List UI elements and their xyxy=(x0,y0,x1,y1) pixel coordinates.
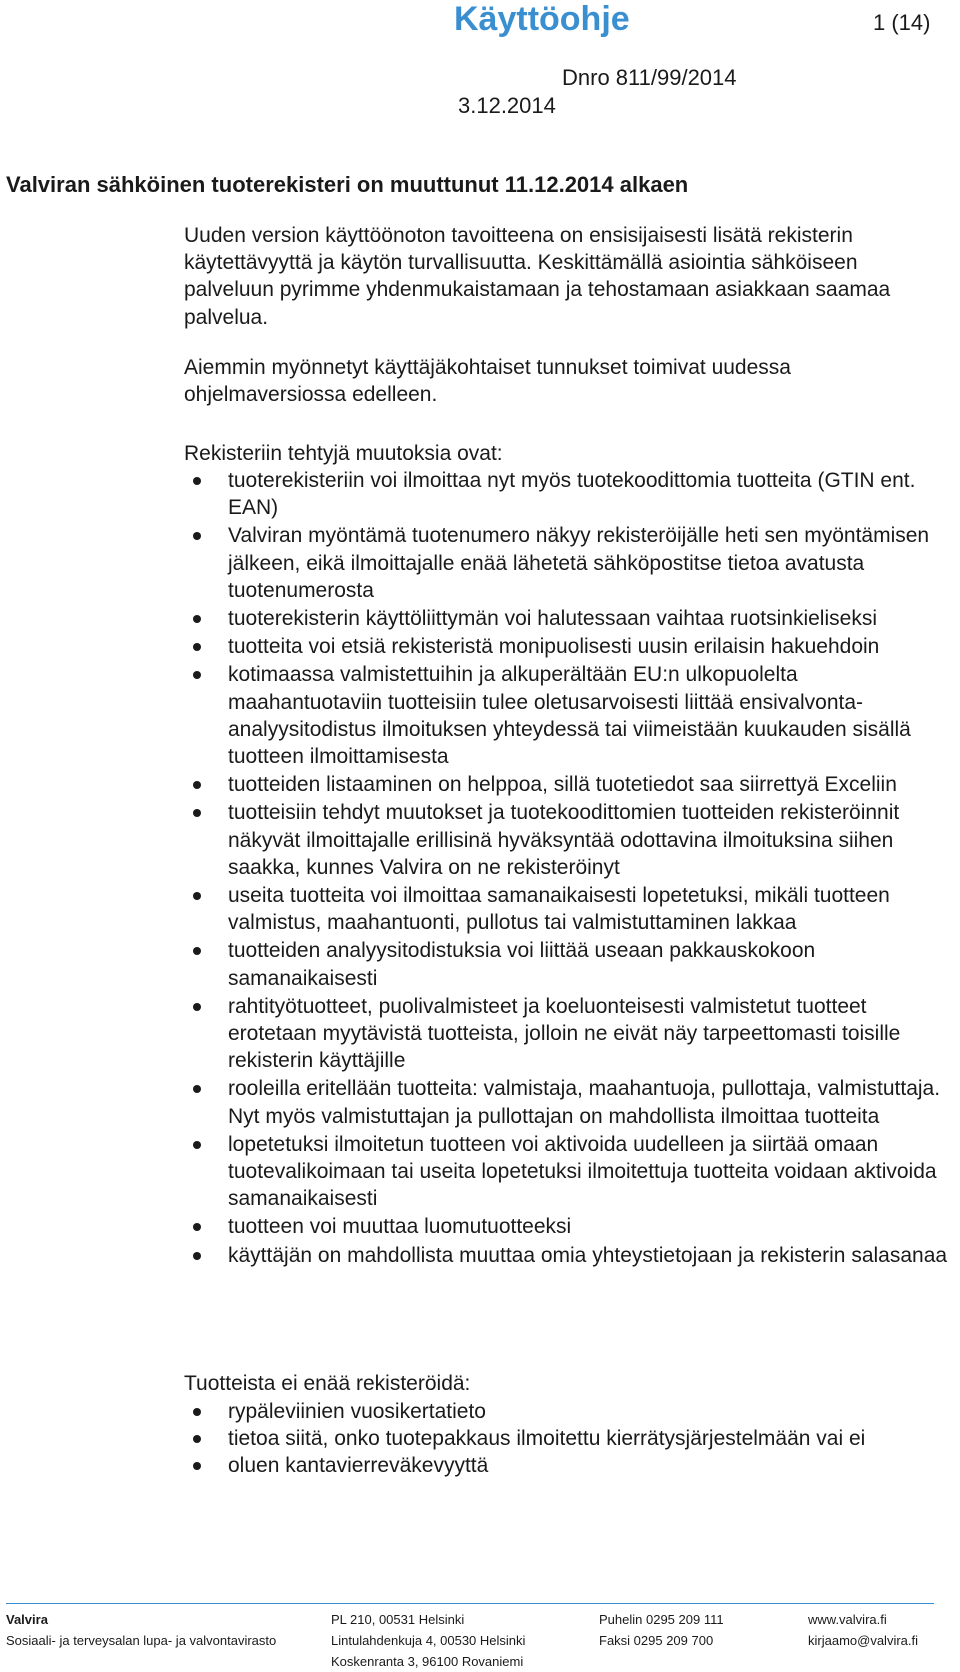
changes-list xyxy=(228,467,950,1270)
list-item: rooleilla eritellään tuotteita: valmistaja, maahantuoja, pullottaja, valmistuttaja. Nyt myös valmistuttajan ja pullottajan on mahdollista ilmoittaa tuotteita xyxy=(228,1075,950,1129)
not-registered-list xyxy=(228,1398,950,1480)
list-item: tuotteen voi muuttaa luomutuotteeksi xyxy=(228,1213,950,1240)
footer-address-2: Lintulahdenkuja 4, 00530 Helsinki xyxy=(331,1633,526,1648)
footer-website-link[interactable]: www.valvira.fi xyxy=(808,1612,887,1627)
list-item: tuotteiden listaaminen on helppoa, sillä tuotetiedot saa siirrettyä Exceliin xyxy=(228,771,950,798)
list-item: kotimaassa valmistettuihin ja alkuperältään EU:n ulkopuolelta maahantuotaviin tuotteisiin tulee oletusarvoisesti liittää ensivalvonta-analyysitodistus ilmoituksen yhteydessä tai viimeistään kuukauden sisällä tuotteen ilmoittamisesta xyxy=(228,661,950,770)
list-item: tietoa siitä, onko tuotepakkaus ilmoitettu kierrätysjärjestelmään vai ei xyxy=(228,1425,950,1452)
intro-paragraph: Uuden version käyttöönoton tavoitteena on ensisijaisesti lisätä rekisterin käytettävyyttä ja käytön turvallisuutta. Keskittämällä asiointia sähköiseen palveluun pyrimme yhdenmukaistamaan ja tehostamaan asiakkaan saamaa palvelua. xyxy=(184,224,891,329)
footer-address-3: Koskenranta 3, 96100 Rovaniemi xyxy=(331,1654,524,1669)
list-item: tuotteisiin tehdyt muutokset ja tuotekoodittomien tuotteiden rekisteröinnit näkyvät ilmoittajalle erillisinä hyväksyntää odottavina ilmoituksina siihen saakka, kunnes Valvira on ne rekisteröinyt xyxy=(228,799,950,881)
list-item: tuoterekisteriin voi ilmoittaa nyt myös tuotekoodittomia tuotteita (GTIN ent. EAN) xyxy=(228,467,950,521)
footer-email-link[interactable]: kirjaamo@valvira.fi xyxy=(808,1633,918,1648)
list-item: Valviran myöntämä tuotenumero näkyy rekisteröijälle heti sen myöntämisen jälkeen, eikä ilmoittajalle enää lähetetä sähköpostitse tietoa avatusta tuotenumerosta xyxy=(228,522,950,604)
footer-org-name: Valvira xyxy=(6,1612,48,1627)
page-number: 1 (14) xyxy=(873,10,931,35)
list-item: rypäleviinien vuosikertatieto xyxy=(228,1398,950,1425)
list-item: tuotteiden analyysitodistuksia voi liittää useaan pakkauskokoon samanaikaisesti xyxy=(228,937,950,991)
footer-address-1: PL 210, 00531 Helsinki xyxy=(331,1612,465,1627)
list-item: lopetetuksi ilmoitetun tuotteen voi aktivoida uudelleen ja siirtää omaan tuotevalikoimaan tai useita lopetetuksi ilmoitettuja tuotteita voidaan aktivoida samanaikaisesti xyxy=(228,1131,950,1213)
list-item: useita tuotteita voi ilmoittaa samanaikaisesti lopetetuksi, mikäli tuotteen valmistus, maahantuonti, pullotus tai valmistuttaminen lakkaa xyxy=(228,882,950,936)
changes-intro: Rekisteriin tehtyjä muutoksia ovat: xyxy=(184,442,503,465)
list-item: tuoterekisterin käyttöliittymän voi halutessaan vaihtaa ruotsinkieliseksi xyxy=(228,605,950,632)
list-item: käyttäjän on mahdollista muuttaa omia yhteystietojaan ja rekisterin salasanaa xyxy=(228,1242,950,1269)
document-number: Dnro 811/99/2014 xyxy=(562,65,737,90)
credentials-paragraph: Aiemmin myönnetyt käyttäjäkohtaiset tunnukset toimivat uudessa ohjelmaversiossa edelleen. xyxy=(184,356,791,407)
list-item: oluen kantavierreväkevyyttä xyxy=(228,1452,950,1479)
not-registered-intro: Tuotteista ei enää rekisteröidä: xyxy=(184,1372,471,1395)
document-title: Käyttöohje xyxy=(454,0,630,38)
list-item: tuotteita voi etsiä rekisteristä monipuolisesti uusin erilaisin hakuehdoin xyxy=(228,633,950,660)
footer-fax: Faksi 0295 209 700 xyxy=(599,1633,714,1648)
document-date: 3.12.2014 xyxy=(458,93,556,118)
footer-phone: Puhelin 0295 209 111 xyxy=(599,1612,724,1627)
footer-org-description: Sosiaali- ja terveysalan lupa- ja valvontavirasto xyxy=(6,1633,277,1648)
list-item: rahtityötuotteet, puolivalmisteet ja koeluonteisesti valmistetut tuotteet erotetaan myytävistä tuotteista, jolloin ne eivät näy tarpeettomasti toisille rekisterin käyttäjille xyxy=(228,993,950,1075)
footer-divider xyxy=(6,1603,934,1604)
main-heading: Valviran sähköinen tuoterekisteri on muuttunut 11.12.2014 alkaen xyxy=(6,172,689,197)
